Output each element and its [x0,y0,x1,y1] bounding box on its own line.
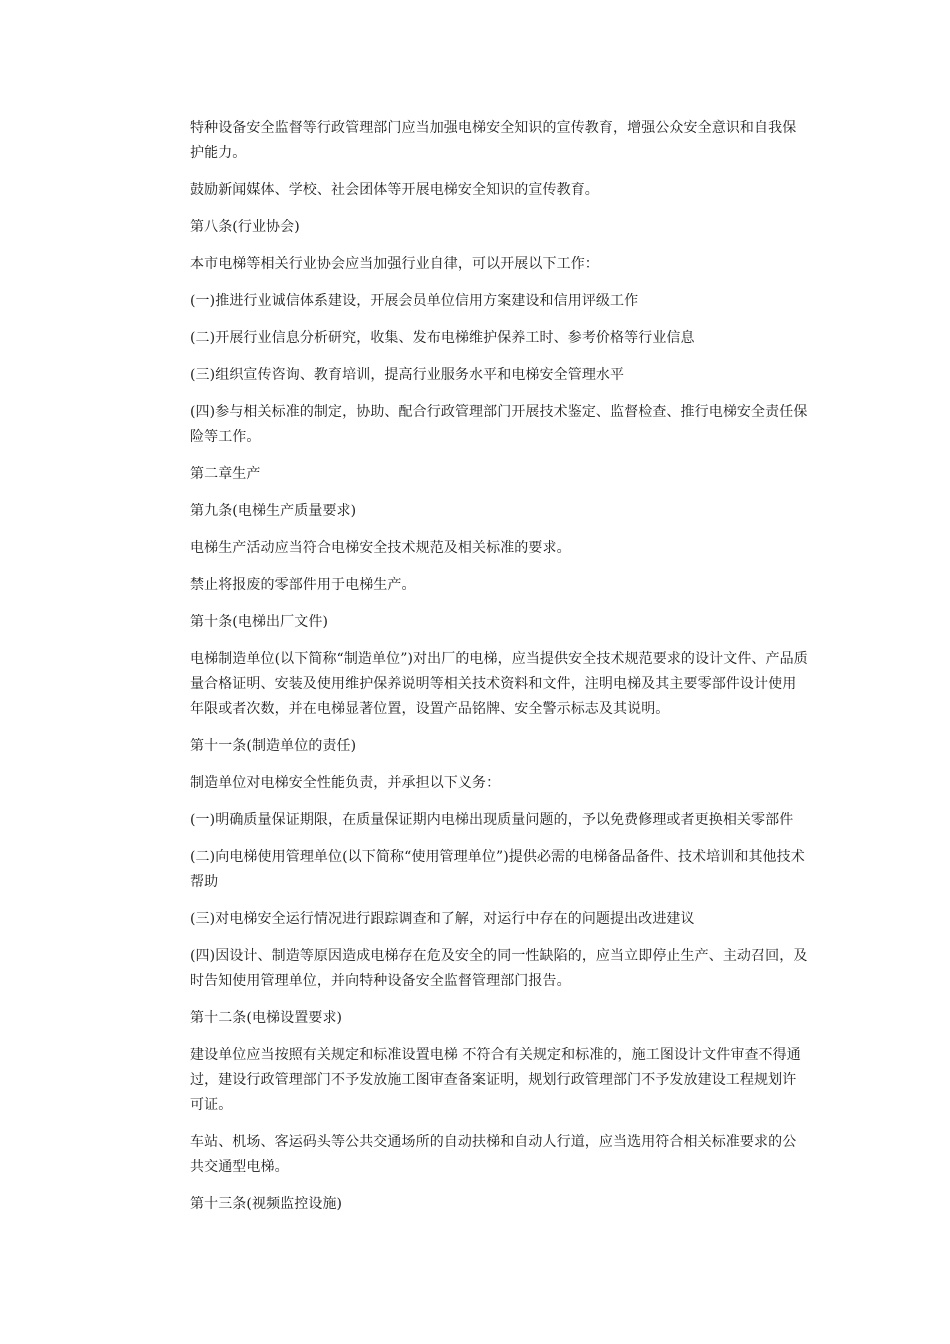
body-paragraph: 禁止将报废的零部件用于电梯生产。 [190,577,416,593]
body-paragraph: 制造单位对电梯安全性能负责，并承担以下义务： [190,775,501,791]
body-paragraph: (三)对电梯安全运行情况进行跟踪调查和了解，对运行中存在的问题提出改进建议 [190,911,695,927]
body-paragraph: (二)开展行业信息分析研究，收集、发布电梯维护保养工时、参考价格等行业信息 [190,330,695,346]
body-paragraph: (四)因设计、制造等原因造成电梯存在危及安全的同一性缺陷的，应当立即停止生产、主动召回，及时告知使用管理单位，并向特种设备安全监督管理部门报告。 [190,948,808,989]
body-paragraph: (三)组织宣传咨询、教育培训，提高行业服务水平和电梯安全管理水平 [190,367,625,383]
article-heading: 第十一条(制造单位的责任) [190,738,357,754]
body-paragraph: 电梯制造单位(以下简称“制造单位”)对出厂的电梯，应当提供安全技术规范要求的设计文件、产品质量合格证明、安装及使用维护保养说明等相关技术资料和文件，注明电梯及其主要零部件设计使用年限或者次数，并在电梯显著位置，设置产品铭牌、安全警示标志及其说明。 [190,651,808,717]
article-heading: 第十二条(电梯设置要求) [190,1010,343,1026]
article-heading: 第九条(电梯生产质量要求) [190,503,357,519]
document-body [190,116,808,1229]
body-paragraph: 本市电梯等相关行业协会应当加强行业自律，可以开展以下工作： [190,256,599,272]
article-heading: 第二章生产 [190,466,261,482]
body-paragraph: (二)向电梯使用管理单位(以下简称“使用管理单位”)提供必需的电梯备品备件、技术培训和其他技术帮助 [190,849,805,890]
article-heading: 第十三条(视频监控设施) [190,1196,343,1212]
body-paragraph: (一)推进行业诚信体系建设，开展会员单位信用方案建设和信用评级工作 [190,293,639,309]
body-paragraph: (四)参与相关标准的制定，协助、配合行政管理部门开展技术鉴定、监督检查、推行电梯安全责任保险等工作。 [190,404,808,445]
body-paragraph: 鼓励新闻媒体、学校、社会团体等开展电梯安全知识的宣传教育。 [190,182,599,198]
article-heading: 第十条(电梯出厂文件) [190,614,329,630]
body-paragraph: 建设单位应当按照有关规定和标准设置电梯 不符合有关规定和标准的，施工图设计文件审查不得通过，建设行政管理部门不予发放施工图审查备案证明，规划行政管理部门不予发放建设工程规划许可证。 [190,1047,801,1113]
body-paragraph: 车站、机场、客运码头等公共交通场所的自动扶梯和自动人行道，应当选用符合相关标准要求的公共交通型电梯。 [190,1134,797,1175]
article-heading: 第八条(行业协会) [190,219,300,235]
body-paragraph: (一)明确质量保证期限，在质量保证期内电梯出现质量问题的，予以免费修理或者更换相关零部件 [190,812,794,828]
body-paragraph: 电梯生产活动应当符合电梯安全技术规范及相关标准的要求。 [190,540,571,556]
body-paragraph: 特种设备安全监督等行政管理部门应当加强电梯安全知识的宣传教育，增强公众安全意识和自我保护能力。 [190,120,797,161]
